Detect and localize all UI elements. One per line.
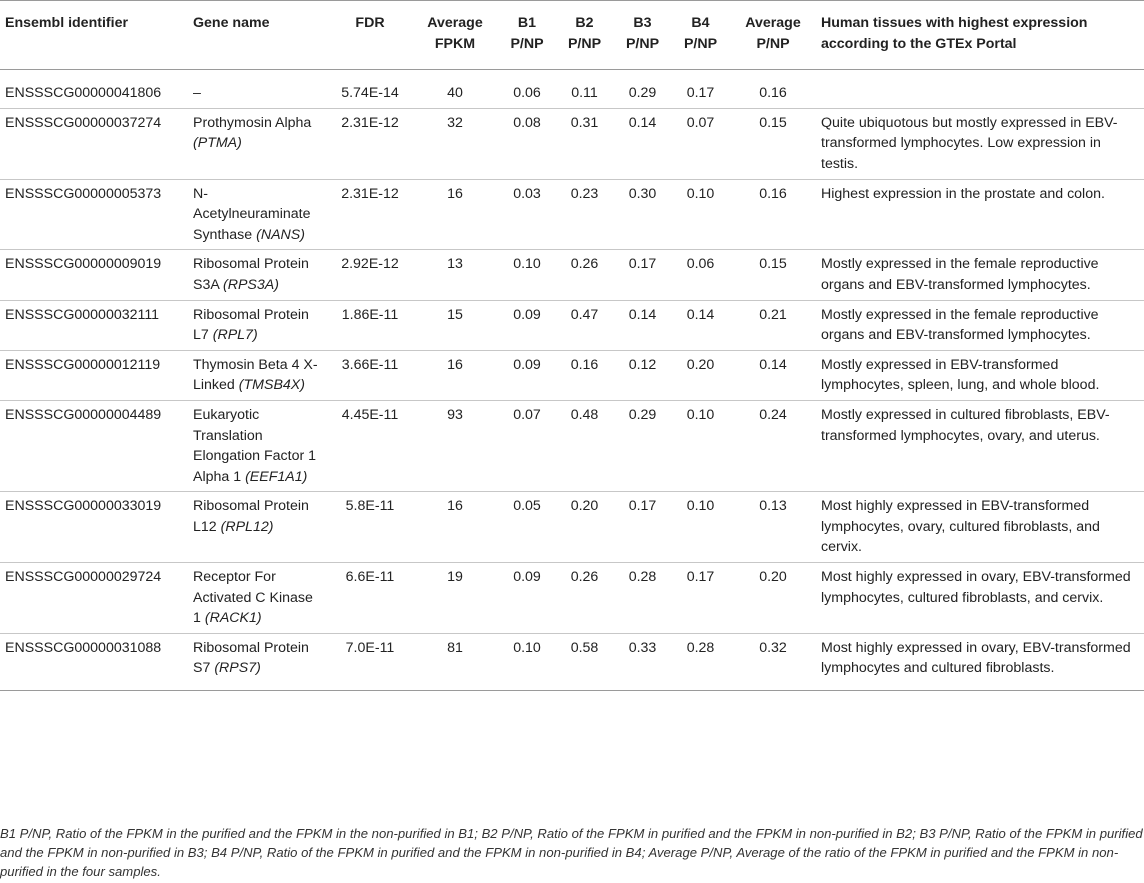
cell-ensembl: ENSSSCG00000009019 — [0, 250, 188, 300]
table-row — [0, 492, 1144, 563]
cell-b3: 0.29 — [613, 400, 671, 491]
cell-b4: 0.20 — [671, 350, 729, 400]
header-b2: B2 P/NP — [567, 15, 602, 52]
table-header-row — [0, 1, 1144, 70]
cell-average-fpkm: 19 — [411, 563, 498, 634]
cell-b4: 0.07 — [671, 108, 729, 179]
cell-b4: 0.06 — [671, 250, 729, 300]
cell-average-fpkm: 16 — [411, 350, 498, 400]
gene-full-name: Ribosomal Protein S7 — [193, 639, 309, 677]
cell-fdr: 5.8E-11 — [328, 492, 411, 563]
cell-b2: 0.26 — [555, 250, 613, 300]
cell-b3: 0.14 — [613, 108, 671, 179]
cell-b4: 0.10 — [671, 492, 729, 563]
table-row — [0, 250, 1144, 300]
cell-b2: 0.48 — [555, 400, 613, 491]
cell-average-fpkm: 40 — [411, 70, 498, 109]
header-ensembl: Ensembl identifier — [5, 15, 128, 31]
gene-full-name: Ribosomal Protein L12 — [193, 498, 309, 535]
cell-fdr: 2.31E-12 — [328, 179, 411, 250]
cell-tissues: Highest expression in the prostate and colon. — [816, 179, 1144, 250]
cell-fdr: 7.0E-11 — [328, 633, 411, 690]
header-tissues: Human tissues with highest expression according to the GTEx Portal — [821, 15, 1088, 52]
cell-b3: 0.33 — [613, 633, 671, 690]
cell-average-pnp: 0.13 — [729, 492, 816, 563]
header-fdr: FDR — [355, 15, 385, 31]
gene-symbol: (RPL7) — [212, 327, 258, 344]
cell-tissues: Quite ubiquotous but mostly expressed in EBV-transformed lymphocytes. Low expression in testis. — [816, 108, 1144, 179]
cell-gene-name — [188, 492, 328, 563]
gene-symbol: (NANS) — [256, 226, 305, 243]
cell-b2: 0.58 — [555, 633, 613, 690]
table-row — [0, 179, 1144, 250]
cell-b4: 0.10 — [671, 179, 729, 250]
cell-fdr: 2.92E-12 — [328, 250, 411, 300]
cell-average-fpkm: 15 — [411, 300, 498, 350]
cell-b4: 0.28 — [671, 633, 729, 690]
gene-full-name: Ribosomal Protein S3A — [193, 256, 309, 293]
cell-ensembl: ENSSSCG00000004489 — [0, 400, 188, 491]
gene-full-name: – — [193, 85, 201, 102]
gene-symbol: (PTMA) — [193, 135, 242, 152]
cell-gene-name — [188, 108, 328, 179]
cell-b2: 0.11 — [555, 70, 613, 109]
cell-tissues: Most highly expressed in ovary, EBV-transformed lymphocytes and cultured fibroblasts. — [816, 633, 1144, 690]
gene-symbol: (RACK1) — [204, 610, 262, 627]
cell-ensembl: ENSSSCG00000012119 — [0, 350, 188, 400]
table-row — [0, 108, 1144, 179]
cell-b1: 0.07 — [498, 400, 555, 491]
cell-b2: 0.26 — [555, 563, 613, 634]
cell-b3: 0.29 — [613, 70, 671, 109]
cell-fdr: 3.66E-11 — [328, 350, 411, 400]
gene-symbol: (TMSB4X) — [238, 377, 305, 394]
header-b4: B4 P/NP — [683, 15, 718, 52]
cell-tissues: Most highly expressed in EBV-transformed lymphocytes, ovary, cultured fibroblasts, and cervix. — [816, 492, 1144, 563]
table-row — [0, 563, 1144, 634]
cell-tissues — [816, 70, 1144, 109]
cell-tissues: Mostly expressed in the female reproductive organs and EBV-transformed lymphocytes. — [816, 300, 1144, 350]
cell-b2: 0.20 — [555, 492, 613, 563]
cell-average-pnp: 0.20 — [729, 563, 816, 634]
header-b3: B3 P/NP — [625, 15, 660, 52]
gene-full-name: Prothymosin Alpha — [193, 114, 312, 131]
gene-full-name: Eukaryotic Translation Elongation Factor 1 Alpha 1 — [193, 406, 317, 485]
cell-gene-name — [188, 300, 328, 350]
cell-tissues: Mostly expressed in the female reproductive organs and EBV-transformed lymphocytes. — [816, 250, 1144, 300]
cell-b1: 0.09 — [498, 350, 555, 400]
cell-tissues: Most highly expressed in ovary, EBV-transformed lymphocytes, cultured fibroblasts, and cervix. — [816, 563, 1144, 634]
gene-symbol: (RPL12) — [220, 518, 274, 535]
cell-fdr: 2.31E-12 — [328, 108, 411, 179]
cell-b3: 0.12 — [613, 350, 671, 400]
cell-b3: 0.17 — [613, 250, 671, 300]
table-row — [0, 633, 1144, 690]
cell-b3: 0.14 — [613, 300, 671, 350]
cell-b3: 0.28 — [613, 563, 671, 634]
gene-full-name: Receptor For Activated C Kinase 1 — [193, 569, 313, 627]
cell-b2: 0.31 — [555, 108, 613, 179]
cell-gene-name — [188, 250, 328, 300]
cell-b4: 0.10 — [671, 400, 729, 491]
header-gene-name: Gene name — [193, 15, 270, 31]
cell-average-pnp: 0.15 — [729, 108, 816, 179]
cell-average-pnp: 0.21 — [729, 300, 816, 350]
cell-ensembl: ENSSSCG00000005373 — [0, 179, 188, 250]
cell-b1: 0.09 — [498, 563, 555, 634]
cell-b2: 0.16 — [555, 350, 613, 400]
table-footnote: B1 P/NP, Ratio of the FPKM in the purified and the FPKM in the non-purified in B1; B2 P/NP, Ratio of the FPKM in purified and the FPKM in non-purified in B2; B3 P/NP, Ratio of the FPKM in purified and the FPKM in non-purified in B3; B4 P/NP, Ratio of the FPKM in purified and the FPKM in non-purified in B4; Average P/NP, Average of the ratio of the FPKM in purified and the FPKM in non-purified in the four samples. — [0, 826, 1143, 879]
cell-gene-name — [188, 400, 328, 491]
header-average-fpkm: Average FPKM — [427, 15, 483, 52]
cell-ensembl: ENSSSCG00000032111 — [0, 300, 188, 350]
table-row — [0, 400, 1144, 491]
cell-b2: 0.47 — [555, 300, 613, 350]
table-row — [0, 70, 1144, 109]
gene-symbol: (RPS3A) — [223, 276, 279, 293]
cell-ensembl: ENSSSCG00000033019 — [0, 492, 188, 563]
cell-average-pnp: 0.24 — [729, 400, 816, 491]
table-row — [0, 350, 1144, 400]
cell-b1: 0.06 — [498, 70, 555, 109]
cell-gene-name — [188, 563, 328, 634]
cell-average-pnp: 0.16 — [729, 70, 816, 109]
cell-average-pnp: 0.15 — [729, 250, 816, 300]
cell-average-fpkm: 93 — [411, 400, 498, 491]
cell-gene-name — [188, 633, 328, 690]
gene-symbol: (EEF1A1) — [245, 468, 308, 485]
cell-average-pnp: 0.14 — [729, 350, 816, 400]
cell-b4: 0.17 — [671, 563, 729, 634]
cell-b2: 0.23 — [555, 179, 613, 250]
gene-full-name: Thymosin Beta 4 X-Linked — [193, 356, 318, 394]
cell-tissues: Mostly expressed in EBV-transformed lymphocytes, spleen, lung, and whole blood. — [816, 350, 1144, 400]
gene-full-name: Ribosomal Protein L7 — [193, 306, 309, 344]
cell-average-fpkm: 16 — [411, 179, 498, 250]
cell-average-fpkm: 13 — [411, 250, 498, 300]
cell-b3: 0.30 — [613, 179, 671, 250]
cell-fdr: 1.86E-11 — [328, 300, 411, 350]
cell-b4: 0.17 — [671, 70, 729, 109]
table-row — [0, 300, 1144, 350]
cell-b1: 0.03 — [498, 179, 555, 250]
gene-symbol: (RPS7) — [214, 660, 261, 677]
cell-average-fpkm: 32 — [411, 108, 498, 179]
cell-ensembl: ENSSSCG00000041806 — [0, 70, 188, 109]
cell-average-fpkm: 16 — [411, 492, 498, 563]
cell-b1: 0.09 — [498, 300, 555, 350]
cell-ensembl: ENSSSCG00000031088 — [0, 633, 188, 690]
cell-b3: 0.17 — [613, 492, 671, 563]
header-b1: B1 P/NP — [510, 15, 544, 52]
header-average-pnp: Average P/NP — [745, 15, 801, 52]
cell-fdr: 5.74E-14 — [328, 70, 411, 109]
gene-full-name: N-Acetylneuraminate Synthase — [193, 185, 311, 243]
cell-ensembl: ENSSSCG00000037274 — [0, 108, 188, 179]
cell-b1: 0.05 — [498, 492, 555, 563]
cell-fdr: 6.6E-11 — [328, 563, 411, 634]
cell-b1: 0.10 — [498, 633, 555, 690]
cell-gene-name — [188, 179, 328, 250]
cell-fdr: 4.45E-11 — [328, 400, 411, 491]
cell-gene-name — [188, 350, 328, 400]
cell-b4: 0.14 — [671, 300, 729, 350]
cell-b1: 0.10 — [498, 250, 555, 300]
cell-tissues: Mostly expressed in cultured fibroblasts, EBV-transformed lymphocytes, ovary, and uterus. — [816, 400, 1144, 491]
cell-b1: 0.08 — [498, 108, 555, 179]
cell-average-pnp: 0.32 — [729, 633, 816, 690]
cell-ensembl: ENSSSCG00000029724 — [0, 563, 188, 634]
cell-gene-name — [188, 70, 328, 109]
cell-average-pnp: 0.16 — [729, 179, 816, 250]
cell-average-fpkm: 81 — [411, 633, 498, 690]
